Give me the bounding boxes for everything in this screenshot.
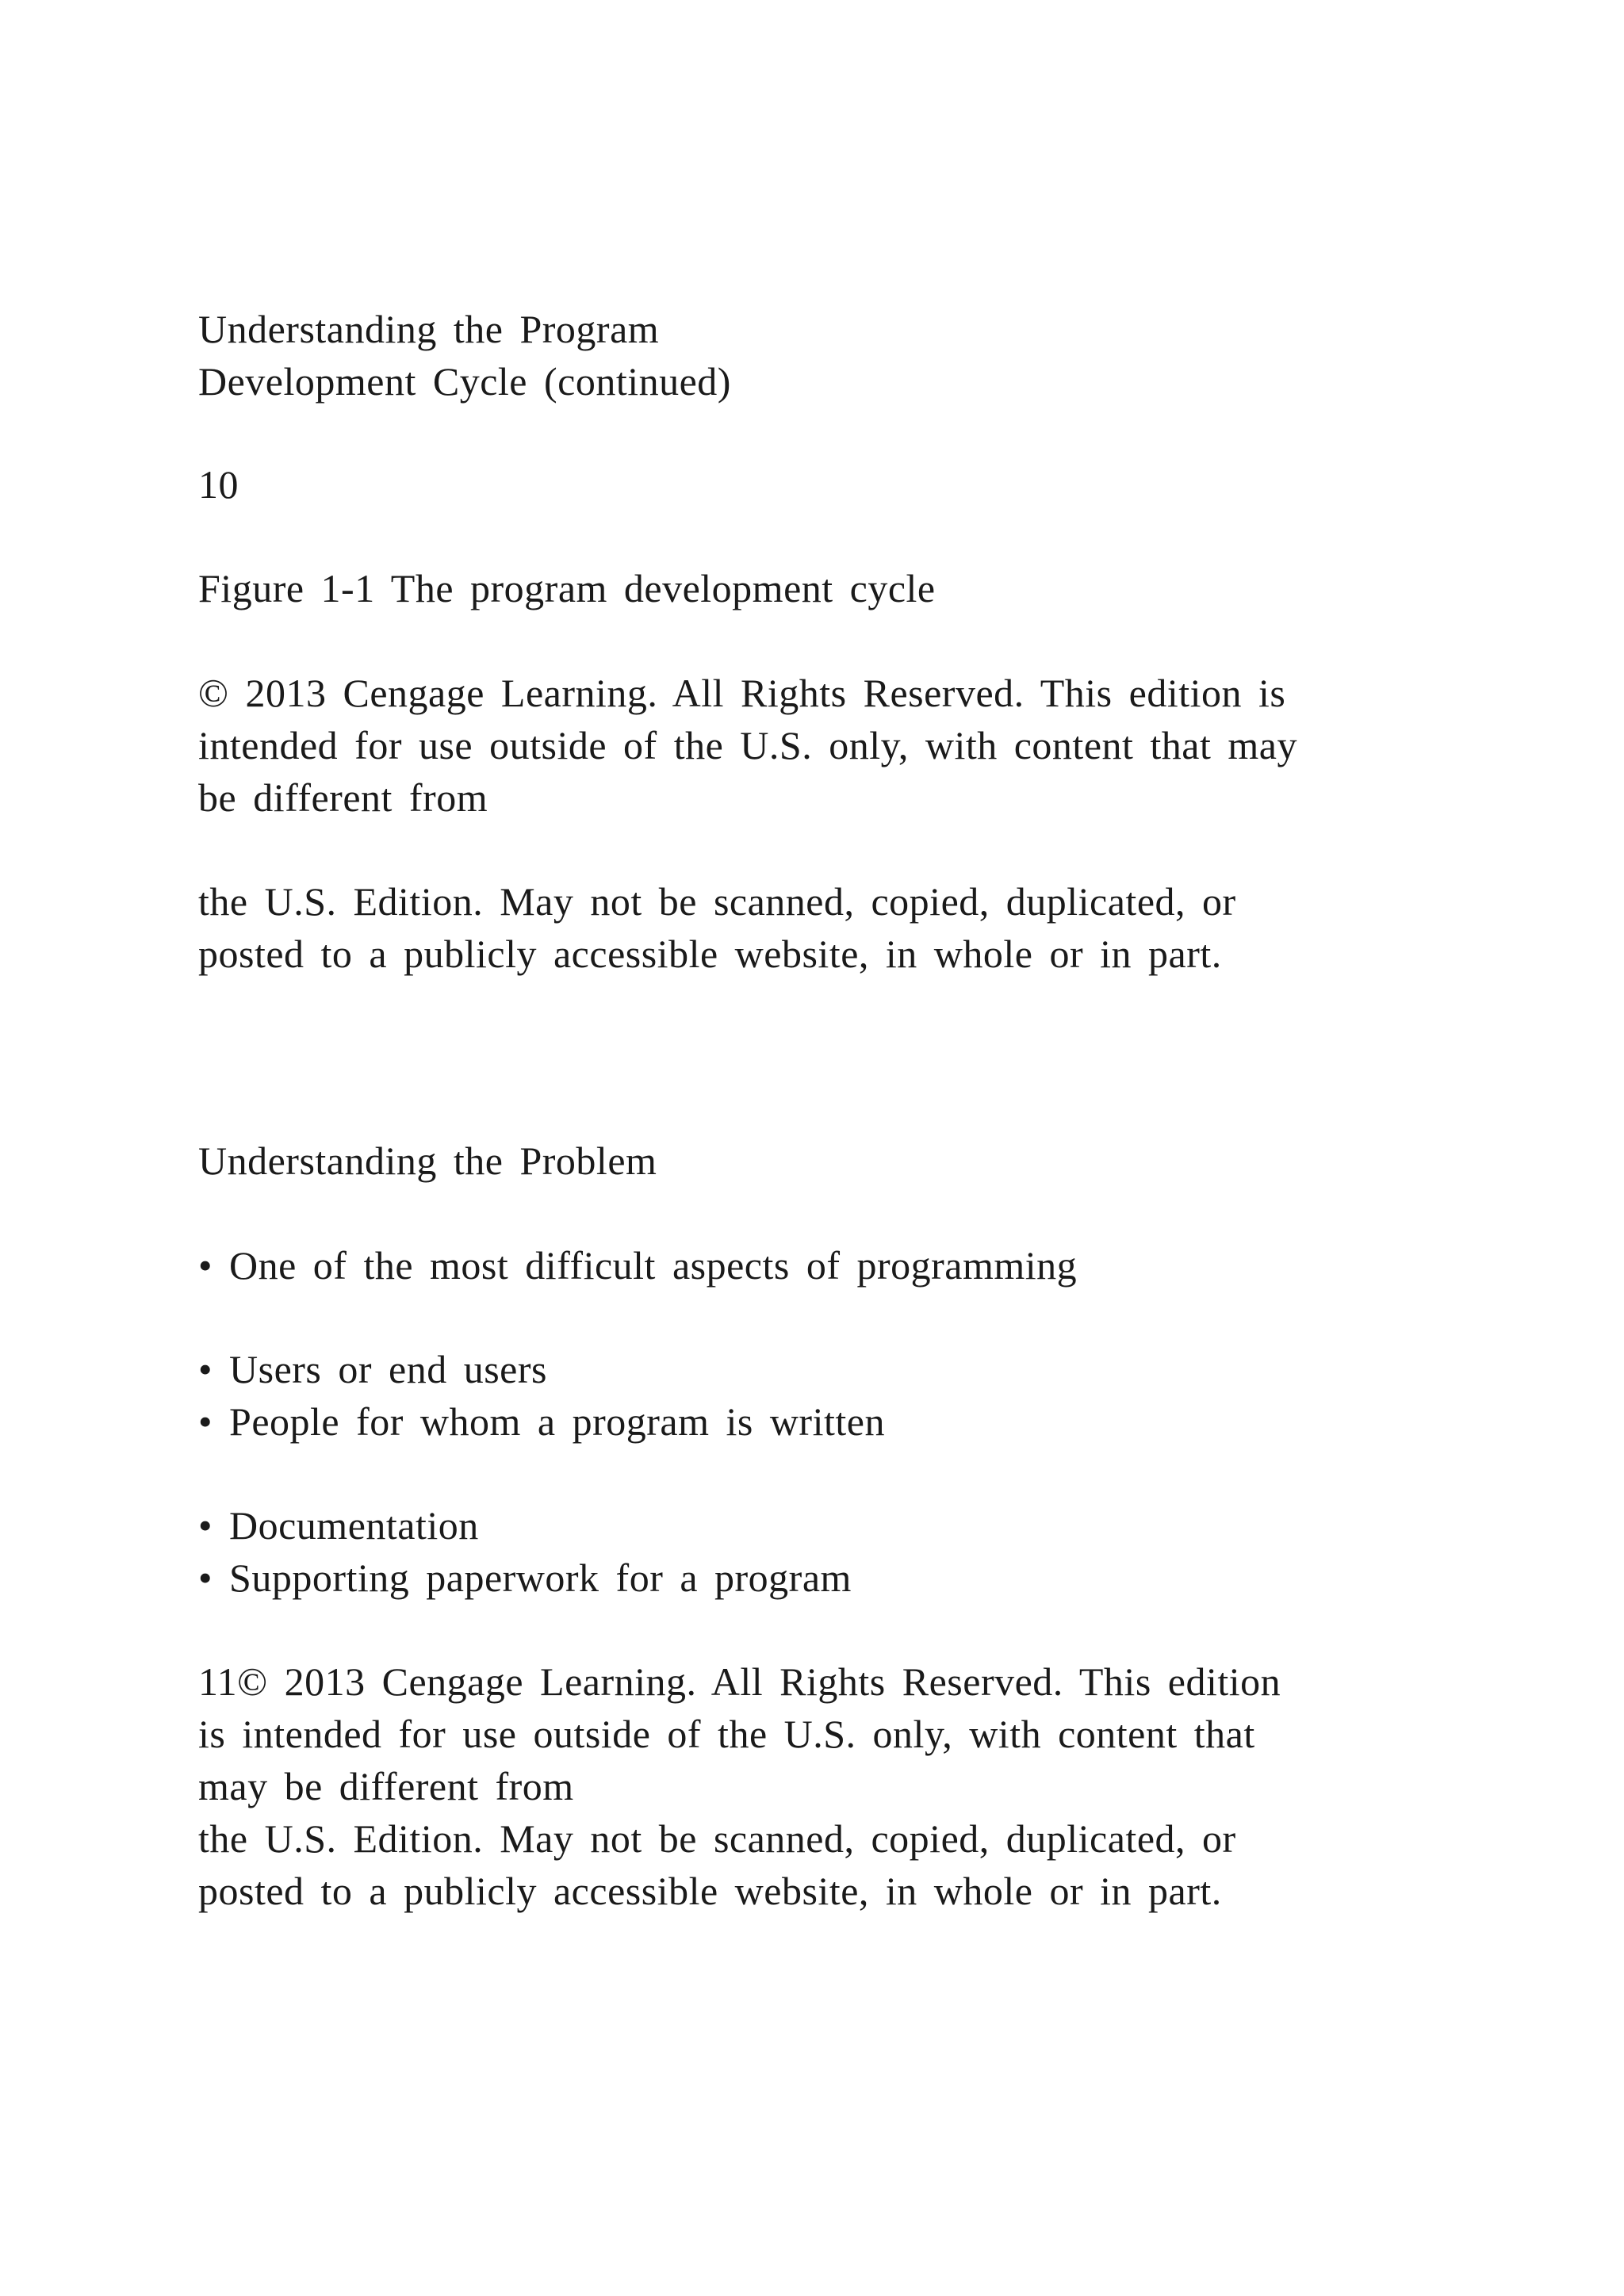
bullet-item: • Supporting paperwork for a program	[198, 1556, 852, 1600]
bullet-item: • One of the most difficult aspects of programming	[198, 1243, 1078, 1288]
copyright-line: is intended for use outside of the U.S. only, with content that	[198, 1712, 1255, 1756]
copyright-line: may be different from	[198, 1764, 574, 1808]
copyright-line: © 2013 Cengage Learning. All Rights Reserved. This edition is	[198, 671, 1286, 715]
page-number: 10	[198, 462, 239, 507]
copyright-line: intended for use outside of the U.S. only, with content that may	[198, 723, 1297, 767]
copyright-line: 11© 2013 Cengage Learning. All Rights Reserved. This edition	[198, 1659, 1281, 1704]
copyright-line: posted to a publicly accessible website, in whole or in part.	[198, 1869, 1222, 1913]
section-title: Understanding the Problem	[198, 1138, 657, 1183]
copyright-line: the U.S. Edition. May not be scanned, copied, duplicated, or	[198, 879, 1236, 924]
figure-caption: Figure 1-1 The program development cycle	[198, 566, 936, 610]
bullet-item: • Documentation	[198, 1503, 479, 1548]
slide-title-line-1: Understanding the Program	[198, 307, 660, 351]
bullet-item: • People for whom a program is written	[198, 1399, 885, 1444]
copyright-line: be different from	[198, 775, 488, 820]
copyright-line: the U.S. Edition. May not be scanned, copied, duplicated, or	[198, 1816, 1236, 1861]
slide-title-line-2: Development Cycle (continued)	[198, 359, 731, 404]
bullet-item: • Users or end users	[198, 1347, 547, 1391]
copyright-line: posted to a publicly accessible website, in whole or in part.	[198, 932, 1222, 976]
